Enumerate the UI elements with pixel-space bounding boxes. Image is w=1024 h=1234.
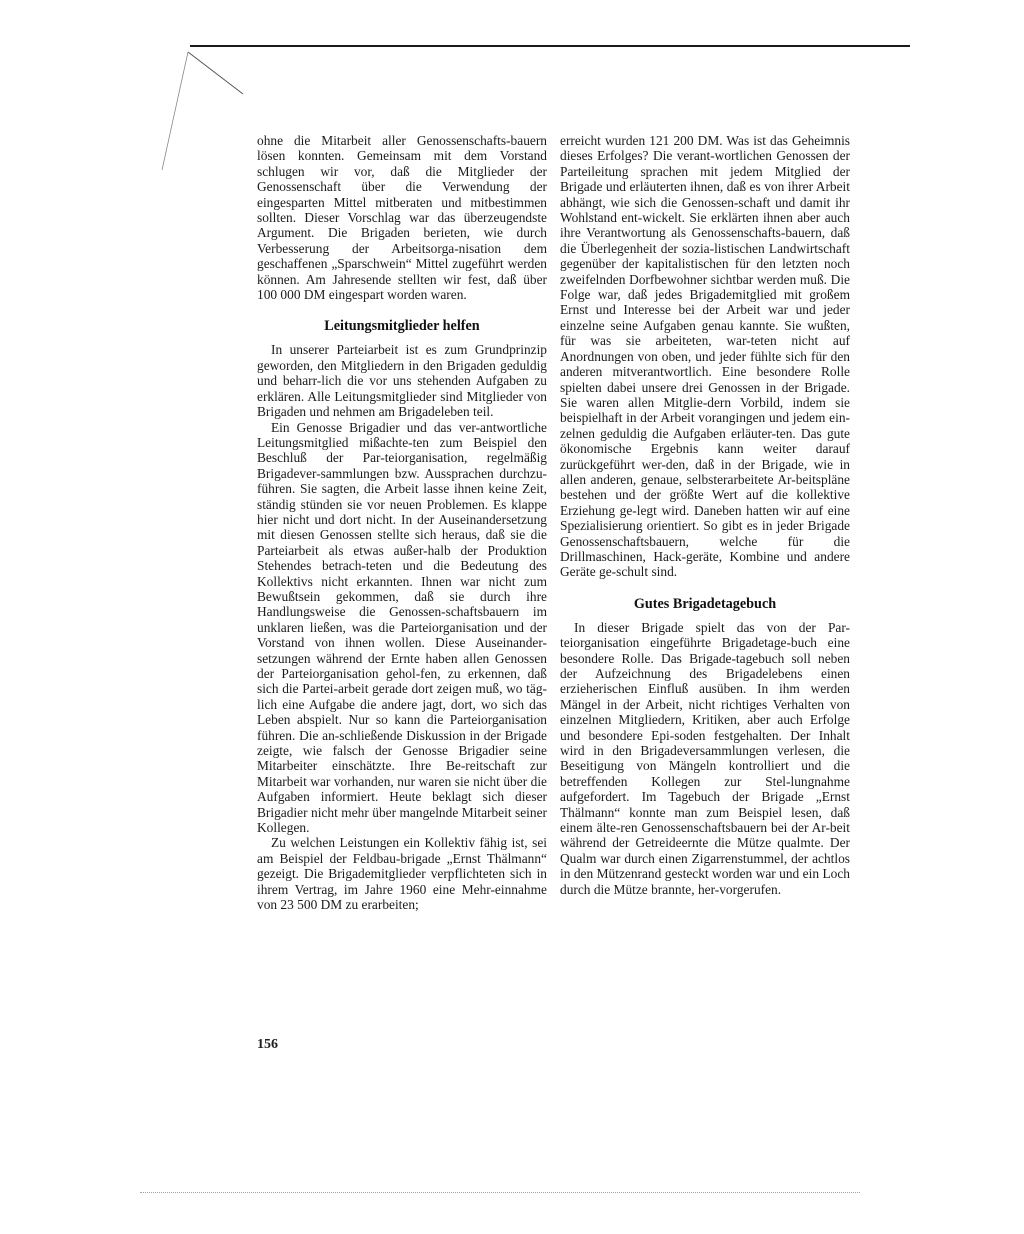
right-paragraph-2: In dieser Brigade spielt das von der Par-teiorganisation eingeführte Brigadetage-buch eine besondere Rolle. Das Brigade-tagebuch soll neben der Aufzeichnung des Brigadelebens einen erzieherischen Einfluß ausüben. In ihm werden Mängel in der Arbeit, nicht richtiges Verhalten von einzelnen Mitgliedern, Kritiken, aber auch Erfolge und besondere Epi-soden festgehalten. Der Inhalt wird in den Brigadeversammlungen verlesen, die Beseitigung von Mängeln kontrolliert und die betreffenden Kollegen zur Stel-lungnahme aufgefordert. Im Tagebuch der Brigade „Ernst Thälmann“ konnte man zum Beispiel lesen, daß einem älte-ren Genossenschaftsbauern bei der Ar-beit während der Getreideernte die Mütze qualmte. Der Qualm war durch einen Zigarrenstummel, der achtlos in den Mützenrand gesteckt worden war und ein Loch durch die Mütze brannte, her-vorgerufen. (560, 619, 850, 897)
top-border-line (190, 45, 910, 47)
left-paragraph-4: Zu welchen Leistungen ein Kollektiv fähig ist, sei am Beispiel der Feldbau-brigade „Ernst Thälmann“ gezeigt. Die Brigademitglieder verpflichteten sich in ihrem Vertrag, im Jahre 1960 eine Mehr-einnahme von 23 500 DM zu erarbeiten; (257, 835, 547, 913)
section-heading-brigadetagebuch: Gutes Brigadetagebuch (633, 595, 777, 612)
left-column (257, 133, 547, 913)
corner-fold-mark (140, 50, 250, 170)
left-paragraph-2: In unserer Parteiarbeit ist es zum Grundprinzip geworden, den Mitgliedern in den Brigaden geduldig und beharr-lich die vor uns stehenden Aufgaben zu erklären. Alle Leitungsmitglieder sind Mitglieder von Brigaden und nehmen am Brigadeleben teil. (257, 342, 547, 420)
left-paragraph-1: ohne die Mitarbeit aller Genossenschafts-bauern lösen konnten. Gemeinsam mit dem Vorstand schlugen wir vor, daß die Mitglieder der Genossenschaft über die Verwendung der eingesparten Mittel mitberaten und mitbestimmen sollten. Dieser Vorschlag war das überzeugendste Argument. Die Brigaden berieten, wie durch Verbesserung der Arbeitsorga-nisation dem geschaffenen „Sparschwein“ Mittel zugeführt werden können. Am Jahresende stellten wir fest, daß über 100 000 DM eingespart worden waren. (257, 133, 547, 303)
right-column (560, 133, 850, 897)
right-paragraph-1: erreicht wurden 121 200 DM. Was ist das Geheimnis dieses Erfolges? Die verant-wortlichen Genossen der Parteileitung sprachen mit jedem Mitglied der Brigade und erläuterten ihnen, daß es von ihrer Arbeit abhängt, wie sich die Genossen-schaft und damit ihr Wohlstand ent-wickelt. Sie erklärten ihnen aber auch ihre Verantwortung als Genossenschafts-bauern, daß die Überlegenheit der sozia-listischen Landwirtschaft gegenüber der kapitalistischen für den letzten noch zweifelnden Dorfbewohner sichtbar werden muß. Die Folge war, daß jedes Brigademitglied mit großem Ernst und Interesse bei der Arbeit war und jeder einzelne seine Aufgaben genau kannte. Sie wußten, für was sie arbeiteten, war-teten nicht auf Anordnungen von oben, und jeder fühlte sich für den anderen mitverantwortlich. Eine besondere Rolle spielten dabei unsere drei Genossen in der Brigade. Sie waren allen Mitglie-dern Vorbild, indem sie beispielhaft in der Arbeit vorangingen und jedem ein-zelnen geduldig die Aufgaben erläuter-ten. Das gute ökonomische Ergebnis kann weiter darauf zurückgeführt wer-den, daß in der Brigade, wie in allen anderen, genaue, selbsterarbeitete Ar-beitspläne bestehen und der größte Wert auf die kollektive Erziehung ge-legt wird. Daneben hatten wir auf eine Spezialisierung orientiert. So gibt es in jeder Brigade Genossenschaftsbauern, welche für die Drillmaschinen, Hack-geräte, Kombine und andere Geräte ge-schult sind. (560, 133, 850, 580)
left-paragraph-3: Ein Genosse Brigadier und das ver-antwortliche Leitungsmitglied mißachte-ten zum Beispiel den Beschluß der Par-teiorganisation, regelmäßig Brigadever-sammlungen bzw. Aussprachen durchzu-führen. Sie sagten, die Arbeit lasse ihnen keine Zeit, ständig stünden sie vor neuen Problemen. Es klappe hier nicht und dort nicht. In der Auseinandersetzung mit diesen Genossen stellte sich heraus, daß sie die Parteiarbeit als etwas außer-halb der Produktion Stehendes betrach-teten und die Bedeutung des Kollektivs nicht erkannten. Ihnen war nicht zum Bewußtsein gekommen, daß sie durch ihre Handlungsweise die Genossen-schaftsbauern im unklaren ließen, was die Parteiorganisation und der Vorstand von ihnen wollen. Diese Auseinander-setzungen während der Ernte haben allen Genossen der Parteiorganisation gehol-fen, zu erkennen, daß sich die Partei-arbeit gerade dort zeigen muß, wo täg-lich eine Aufgabe die andere jagt, dort, wo sich das Leben abspielt. Nur so kann die Parteiorganisation führen. Die an-schließende Diskussion in der Brigade zeigte, wie falsch der Genosse Brigadier seine Mitarbeiter einschätzte. Ihre Be-reitschaft zur Mitarbeit war vorhanden, nur waren sie nicht über die Aufgaben informiert. Heute beklagt sich dieser Brigadier nicht mehr über mangelnde Mitarbeit seiner Kollegen. (257, 419, 547, 836)
section-heading-leitungsmitglieder: Leitungsmitglieder helfen (324, 318, 480, 335)
bottom-edge-line (140, 1192, 860, 1193)
page-number: 156 (257, 1037, 278, 1052)
